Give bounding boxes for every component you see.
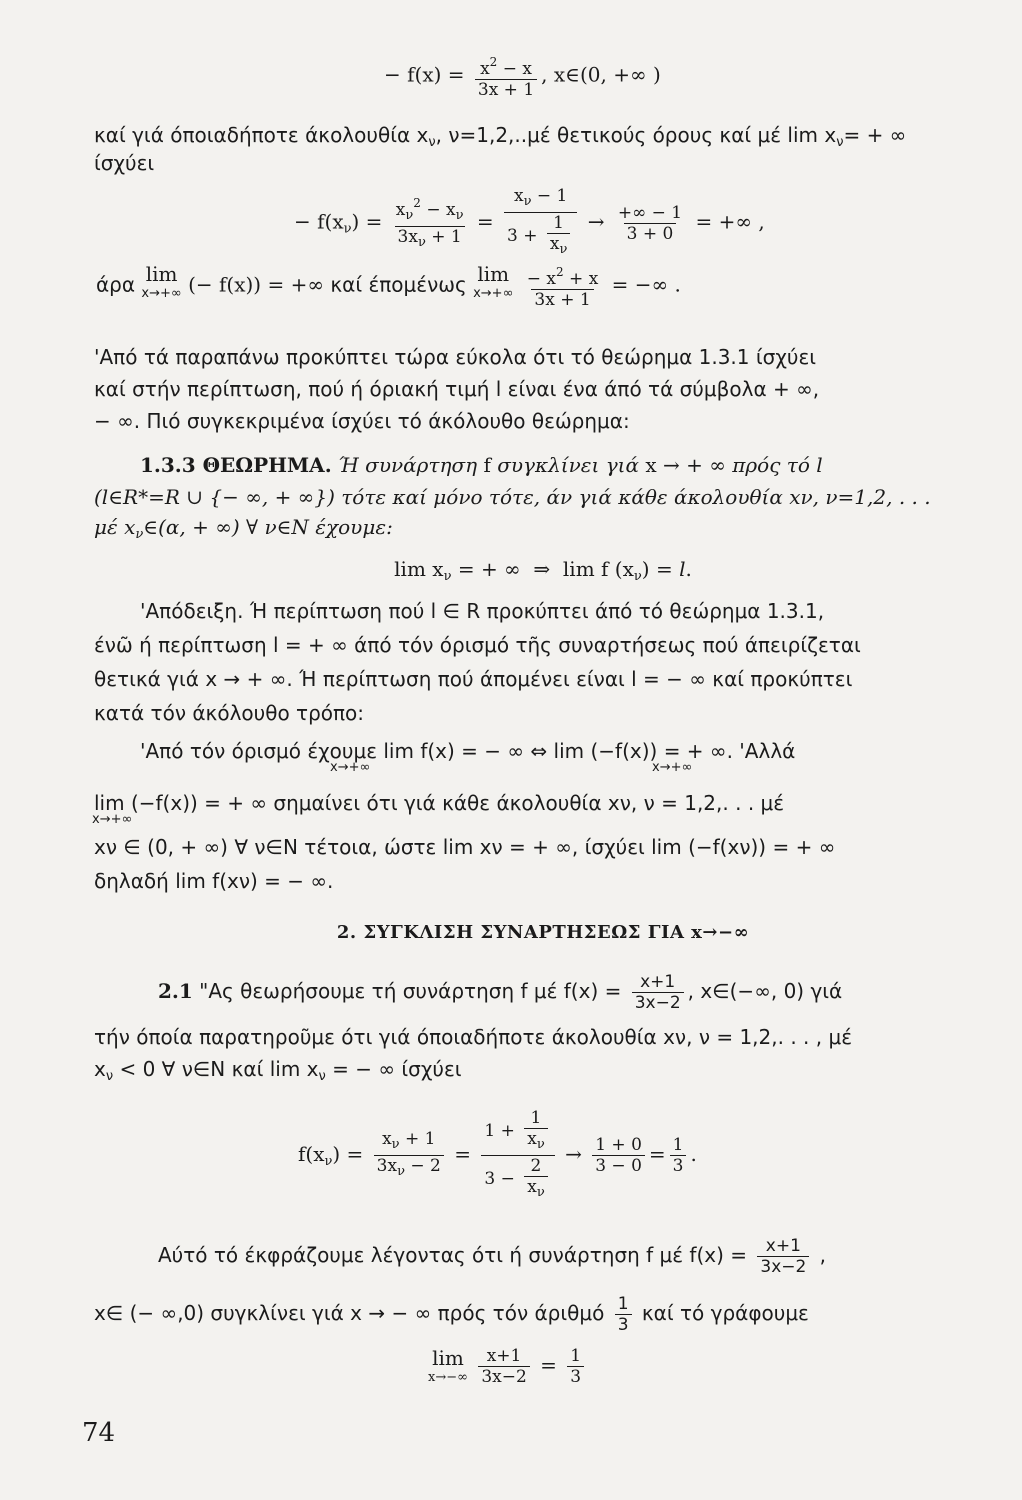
formula-neg-f: − f(x) = $\frac{x^2 - x}{3x + 1}$ , x∈(0, +∞ )	[384, 55, 661, 100]
theorem-line2: (l∈R*=R ∪ {− ∞, + ∞}) τότε καί μόνο τότε, άν γιά κάθε άκολουθία xν, ν=1,2, . . .	[94, 485, 931, 509]
proof-line7: xν ∈ (0, + ∞) ∀ ν∈N τέτοια, ώστε lim xν = + ∞, ίσχύει lim (−f(xν)) = + ∞	[94, 835, 836, 859]
s21-line1: 2.1 "Ας θεωρήσουμε τή συνάρτηση f μέ f(x) = $\frac{x+1}{3x-2}$ , x∈(−∞, 0) γιά	[158, 972, 843, 1013]
formula-limit-conclusion: άρα lim x→+∞ (− f(x)) = +∞ καί έπομένως lim x→+∞ $\frac{- x^2 + x}{3x + 1}$ = −∞ .	[96, 262, 681, 310]
s21-line2: τήν όποία παρατηροῦμε ότι γιά όποιαδήποτε άκολουθία xν, ν = 1,2,. . . , μέ	[94, 1025, 853, 1049]
p2-line3: − ∞. Πιό συγκεκριμένα ίσχύει τό άκόλουθο θεώρημα:	[94, 409, 630, 433]
formula-one-third: $f(x_\nu)$ = $\frac{x_\nu + 1}{3x_\nu - 2}$ = 1 + $\frac{1}{x_\nu}$ 3 − $\frac{2}{x_\nu}$ → $\frac{1 + 0}{3 - 0}$ = $\frac{1}{3}$ .	[298, 1108, 697, 1203]
section-title: 2. ΣΥΓΚΛΙΣΗ ΣΥΝΑΡΤΗΣΕΩΣ ΓΙΑ x→−∞	[336, 922, 750, 943]
p1-line2: ίσχύει	[94, 151, 155, 175]
proof-line6: lim (−f(x)) = + ∞ σημαίνει ότι γιά κάθε άκολουθία xν, ν = 1,2,. . . μέ	[94, 791, 785, 815]
page-number: 74	[82, 1418, 116, 1448]
theorem-statement: $\lim x_\nu$ = + ∞ ⇒ lim f $(x_\nu) = l$.	[394, 557, 692, 584]
theorem-line3: μέ $x_\nu\in(\alpha$, + ∞) ∀ ν∈N έχουμε:	[94, 515, 393, 542]
theorem-line1: 1.3.3 ΘΕΩΡΗΜΑ. Ή συνάρτηση f συγκλίνει γιά x → + ∞ πρός τό l	[140, 453, 823, 477]
p2-line2: καί στήν περίπτωση, πού ή όριακή τιμή l είναι ένα άπό τά σύμβολα + ∞,	[94, 377, 820, 401]
formula-final-limit: lim x→−∞ $\frac{x+1}{3x-2}$ = $\frac{1}{3}$	[428, 1346, 588, 1387]
proof-line5: 'Από τόν όρισμό έχουμε lim f(x) = − ∞ ⇔ lim (−f(x)) = + ∞. 'Αλλά	[140, 739, 796, 763]
p2-line1: 'Από τά παραπάνω προκύπτει τώρα εύκολα ότι τό θεώρημα 1.3.1 ίσχύει	[94, 345, 817, 369]
formula-sequence: − $f(x_\nu)$ = $\frac{x_\nu^2 - x_\nu}{3x_\nu + 1}$ = $x_\nu - 1$ 3 + $\frac{1}{x_\nu}$ → $\frac{+\infty - 1}{3 + 0}$ = +∞ ,	[294, 186, 765, 260]
proof-sub3: x→+∞	[92, 812, 133, 827]
p3-line1: Αύτό τό έκφράζουμε λέγοντας ότι ή συνάρτηση f μέ f(x) = $\frac{x+1}{3x-2}$ ,	[158, 1236, 827, 1277]
proof-line4: κατά τόν άκόλουθο τρόπο:	[94, 701, 365, 725]
p1-line1: καί γιά όποιαδήποτε άκολουθία $x_\nu$, ν=1,2,..μέ θετικούς όρους καί μέ $\lim x_\nu=$ + ∞	[94, 123, 907, 150]
proof-line3: θετικά γιά x → + ∞. Ή περίπτωση πού άπομένει είναι l = − ∞ καί προκύπτει	[94, 667, 853, 691]
p3-line2: x∈ (− ∞,0) συγκλίνει γιά x → − ∞ πρός τόν άριθμό $\frac{1}{3}$ καί τό γράφουμε	[94, 1294, 809, 1335]
s21-line3: $x_\nu < 0$ ∀ ν∈N καί $\lim x_\nu$ = − ∞ ίσχύει	[94, 1057, 462, 1084]
proof-line1: 'Απόδειξη. Ή περίπτωση πού l ∈ R προκύπτει άπό τό θεώρημα 1.3.1,	[140, 599, 825, 623]
proof-line2: ένῶ ή περίπτωση l = + ∞ άπό τόν όρισμό τῆς συναρτήσεως πού άπειρίζεται	[94, 633, 861, 657]
proof-sub1: x→+∞	[330, 760, 371, 775]
proof-sub2: x→+∞	[652, 760, 693, 775]
proof-line8: δηλαδή lim f(xν) = − ∞.	[94, 869, 334, 893]
